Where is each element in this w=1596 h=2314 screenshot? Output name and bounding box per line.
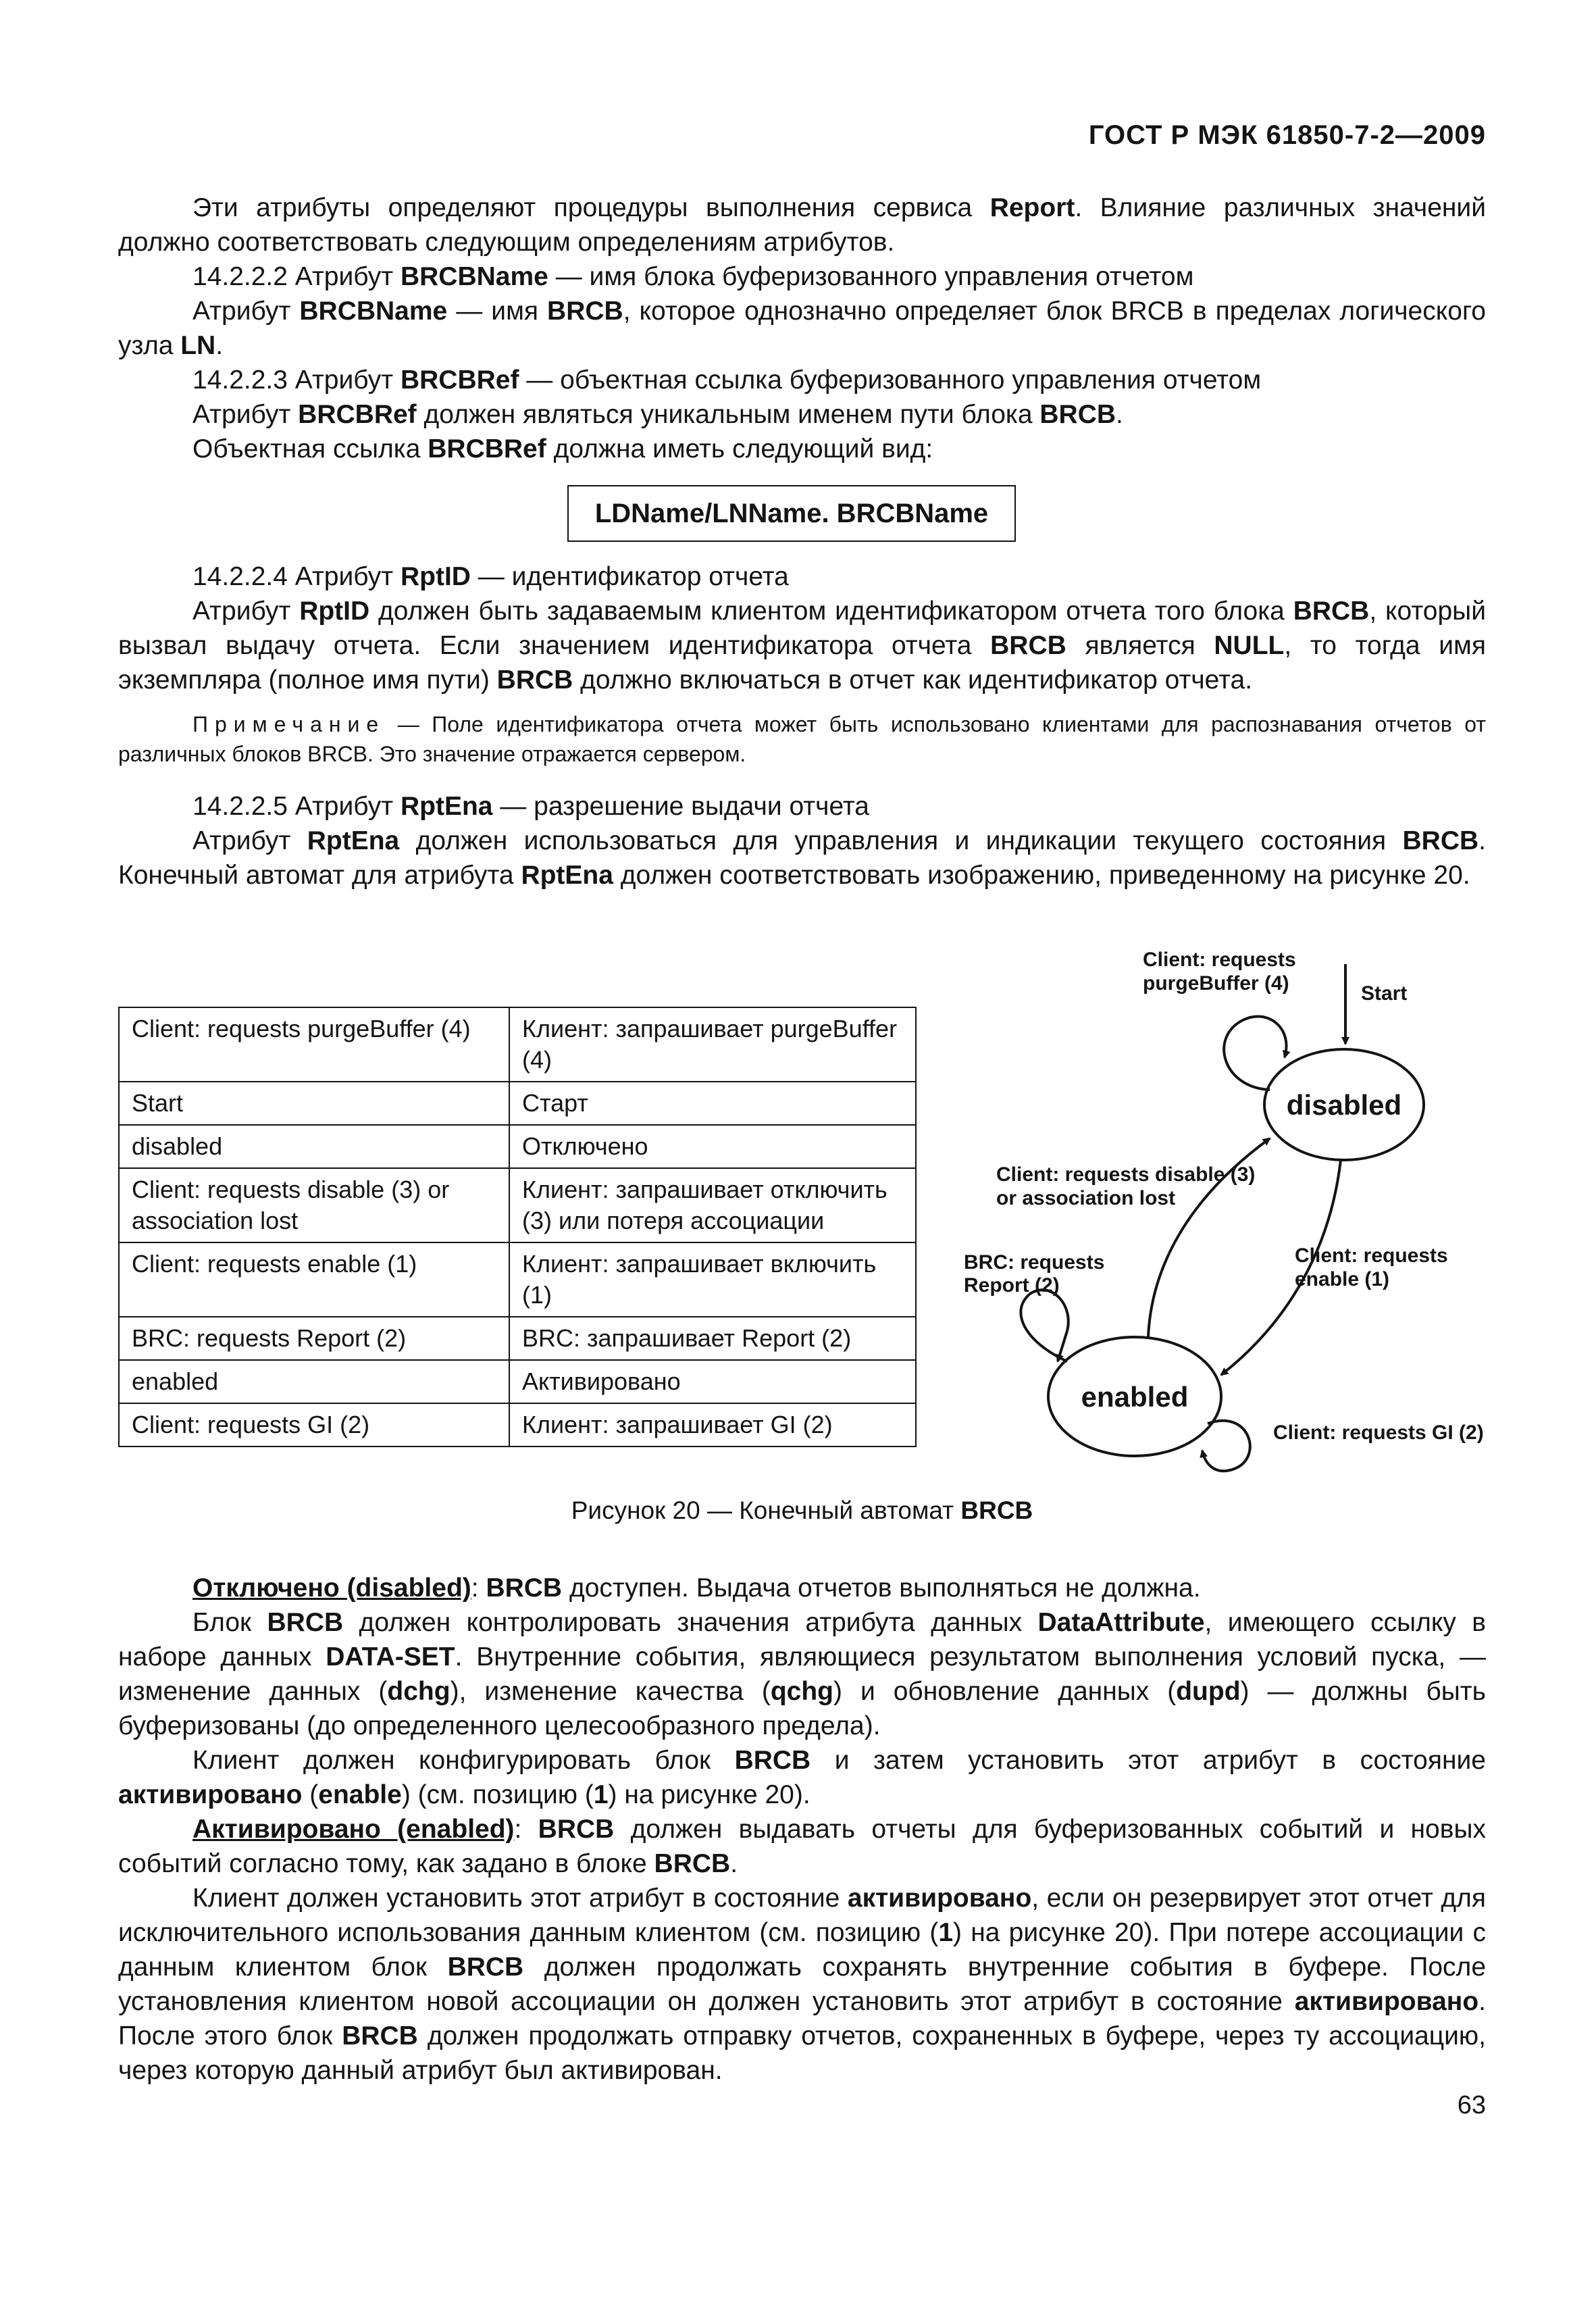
text: должна иметь следующий вид:: [546, 434, 933, 463]
rptena-paragraph: [118, 824, 1486, 892]
term: активировано: [1294, 1987, 1479, 2016]
table-cell-en: disabled: [119, 1125, 509, 1168]
reference-format-box: LDName/LNName. BRCBName: [567, 485, 1016, 542]
table-cell-ru: BRC: запрашивает Report (2): [509, 1317, 916, 1360]
disabled-state-label: disabled: [1286, 1089, 1402, 1121]
table-row: [119, 1125, 916, 1168]
text: , если он резервирует этот отчет для исключительного использования данным клиентом (см. позицию (: [118, 1884, 1487, 1947]
term: BRCB: [342, 2021, 418, 2051]
text: должен использоваться для управления и индикации текущего состояния: [399, 826, 1403, 855]
table-cell-en: enabled: [119, 1360, 509, 1403]
text: Блок: [192, 1608, 267, 1637]
section-heading-rptena: [118, 789, 1486, 824]
term: BRCB: [267, 1608, 344, 1637]
purge-label-line1: Client: requests: [1143, 949, 1296, 971]
table-row: [119, 1007, 916, 1082]
text: должен продолжать отправку отчетов, сохраненных в буфере, через ту ассоциацию, через которую данный атрибут был активирован.: [118, 2021, 1487, 2085]
table-cell-ru: Клиент: запрашивает purgeBuffer (4): [509, 1007, 916, 1082]
disable-label-line2: or association lost: [996, 1187, 1176, 1209]
text: Клиент должен установить этот атрибут в состояние: [192, 1884, 848, 1913]
text: . После этого блок: [118, 1987, 1486, 2051]
term: dupd: [1176, 1677, 1241, 1706]
brcbref-paragraph-2: [118, 432, 1486, 466]
table-row: [119, 1403, 916, 1447]
text: должен контролировать значения атрибута данных: [343, 1608, 1038, 1637]
brcbref-paragraph-1: [118, 397, 1486, 432]
term: BRCB: [1039, 400, 1116, 429]
text: Атрибут: [192, 297, 300, 326]
text: Атрибут: [192, 597, 300, 626]
table-cell-ru: Клиент: запрашивает отключить (3) или потеря ассоциации: [509, 1168, 916, 1242]
term: BRCB: [654, 1849, 731, 1878]
term: 1: [938, 1918, 954, 1947]
term: BRCB: [486, 1574, 563, 1603]
intro-paragraph: [118, 191, 1486, 259]
state-machine-diagram: [925, 942, 1493, 1496]
table-row: [119, 1168, 916, 1242]
text: , который вызвал выдачу отчета. Если значением идентификатора отчета: [118, 597, 1486, 660]
text: должен выдавать отчеты для буферизованных событий и новых событий согласно тому, как задано в блоке: [118, 1815, 1486, 1878]
table-row: [119, 1360, 916, 1403]
text: Эти атрибуты определяют процедуры выполнения сервиса: [192, 193, 990, 222]
term: NULL: [1214, 631, 1285, 660]
term: RptEna: [400, 792, 493, 821]
text: Атрибут: [192, 400, 299, 429]
text: , имеющего ссылку в наборе данных: [118, 1608, 1486, 1671]
disabled-paragraph-3: [118, 1743, 1486, 1812]
rptid-paragraph: [118, 594, 1486, 697]
term: LN: [180, 331, 216, 360]
text: — объектная ссылка буферизованного управления отчетом: [519, 366, 1262, 395]
text: доступен. Выдача отчетов выполняться не должна.: [562, 1574, 1201, 1603]
text: является: [1066, 631, 1214, 660]
term-heading: Активировано (enabled): [192, 1815, 515, 1844]
upper-text: [118, 191, 1486, 466]
table-row: [119, 1242, 916, 1317]
text: 14.2.2.2 Атрибут: [192, 262, 401, 291]
text: , которое однозначно определяет блок BRCB в пределах логического узла: [118, 297, 1486, 360]
term: dchg: [387, 1677, 451, 1706]
term: DATA-SET: [326, 1642, 455, 1671]
term: BRCBRef: [400, 366, 519, 395]
text: . Влияние различных значений должно соответствовать следующим определениям атрибутов.: [118, 193, 1486, 257]
table-cell-ru: Активировано: [509, 1360, 916, 1403]
enabled-state-label: enabled: [1081, 1381, 1189, 1413]
text: .: [730, 1849, 738, 1878]
translation-table: [118, 1007, 917, 1447]
term: BRCB: [1293, 597, 1370, 626]
brcbname-paragraph: [118, 294, 1486, 363]
enable-transition: [1221, 1160, 1341, 1375]
term: qchg: [770, 1677, 833, 1706]
purge-label-line2: purgeBuffer (4): [1143, 972, 1289, 995]
section-heading-brcbref: [118, 363, 1486, 397]
table-cell-ru: Клиент: запрашивает включить (1): [509, 1242, 916, 1317]
disable-label-line1: Client: requests disable (3): [996, 1163, 1256, 1186]
term: 1: [593, 1780, 609, 1809]
text: Рисунок 20 — Конечный автомат: [571, 1496, 961, 1524]
term: BRCB: [547, 297, 623, 326]
rptena-text: [118, 789, 1486, 892]
enabled-definition: [118, 1812, 1486, 1881]
table-row: [119, 1317, 916, 1360]
text: 14.2.2.3 Атрибут: [192, 366, 401, 395]
report-label-line2: Report (2): [964, 1274, 1060, 1297]
text: ) — должны быть буферизованы (до определенного целесообразного предела).: [118, 1677, 1486, 1740]
term: enable: [318, 1780, 402, 1809]
disabled-definition: [118, 1571, 1486, 1605]
text: должно включаться в отчет как идентификатор отчета.: [573, 665, 1253, 695]
text: .: [1116, 400, 1123, 429]
text: и затем установить этот атрибут в состояние: [810, 1746, 1486, 1775]
figure-caption: [118, 1496, 1486, 1525]
text: ), изменение качества (: [450, 1677, 771, 1706]
text: Атрибут: [192, 826, 307, 855]
term: Report: [989, 193, 1075, 222]
term: BRCB: [496, 665, 573, 695]
text: — идентификатор отчета: [470, 562, 789, 591]
text: . Конечный автомат для атрибута: [118, 826, 1486, 890]
text: ) (см. позицию (: [401, 1780, 594, 1809]
text: должен соответствовать изображению, приведенному на рисунке 20.: [613, 861, 1470, 890]
text: должен продолжать сохранять внутренние события в буфере. После установления клиентом новой ассоциации он должен установить этот атрибут в состояние: [118, 1953, 1487, 2016]
term: BRCBName: [299, 297, 448, 326]
term: DataAttribute: [1037, 1608, 1205, 1637]
table-cell-ru: Отключено: [509, 1125, 916, 1168]
text: :: [514, 1815, 538, 1844]
enabled-paragraph-2: [118, 1881, 1486, 2088]
term: активировано: [118, 1780, 303, 1809]
section-heading-rptid: [118, 559, 1486, 594]
text: 14.2.2.5 Атрибут: [192, 792, 401, 821]
table-cell-ru: Старт: [509, 1082, 916, 1125]
term: BRCB: [734, 1746, 811, 1775]
term: BRCBName: [400, 262, 548, 291]
term: RptID: [299, 597, 370, 626]
section-heading-brcbname: [118, 259, 1486, 294]
text: ) на рисунке 20). При потере ассоциации с данным клиентом блок: [118, 1918, 1486, 1982]
text: Объектная ссылка: [192, 434, 428, 463]
text: 14.2.2.4 Атрибут: [192, 562, 401, 591]
table-cell-en: Client: requests enable (1): [119, 1242, 509, 1317]
term: BRCB: [447, 1953, 524, 1982]
text: , то тогда имя экземпляра (полное имя пути): [118, 631, 1486, 695]
lower-text: [118, 1571, 1486, 2088]
text: ) на рисунке 20).: [608, 1780, 810, 1809]
table-cell-en: BRC: requests Report (2): [119, 1317, 509, 1360]
term-heading: Отключено (disabled): [192, 1574, 471, 1603]
text: — имя блока буферизованного управления отчетом: [548, 262, 1194, 291]
gi-label: Client: requests GI (2): [1273, 1422, 1484, 1444]
text: Клиент должен конфигурировать блок: [192, 1746, 735, 1775]
note-text: — Поле идентификатора отчета может быть использовано клиентами для распознавания отчетов от различных блоков BRCB. Это значение отражается сервером.: [118, 712, 1486, 766]
enable-label-line2: enable (1): [1295, 1268, 1390, 1290]
text: .: [215, 331, 224, 360]
term: BRCB: [1402, 826, 1479, 855]
text: — имя: [447, 297, 548, 326]
table-cell-en: Client: requests GI (2): [119, 1403, 509, 1447]
document-header: ГОСТ Р МЭК 61850-7-2—2009: [1088, 120, 1486, 150]
note-paragraph: [118, 709, 1486, 769]
table-cell-en: Client: requests purgeBuffer (4): [119, 1007, 509, 1082]
text: :: [471, 1574, 486, 1603]
table-row: [119, 1082, 916, 1125]
start-label: Start: [1361, 982, 1408, 1005]
term: BRCB: [538, 1815, 615, 1844]
disabled-paragraph-2: [118, 1605, 1486, 1743]
text: — разрешение выдачи отчета: [492, 792, 869, 821]
term: RptID: [400, 562, 471, 591]
text: (: [302, 1780, 319, 1809]
term: RptEna: [307, 826, 400, 855]
rptid-text: [118, 559, 1486, 697]
text: должен быть задаваемым клиентом идентификатором отчета того блока: [369, 597, 1293, 626]
term: активировано: [847, 1884, 1032, 1913]
text: должен являться уникальным именем пути блока: [416, 400, 1040, 429]
report-label-line1: BRC: requests: [964, 1251, 1105, 1274]
term: BRCBRef: [298, 400, 417, 429]
text: . Внутренние события, являющиеся результатом выполнения условий пуска, — изменение данных (: [118, 1642, 1486, 1706]
term: BRCB: [990, 631, 1066, 660]
purge-loop: [1224, 1016, 1286, 1090]
term: RptEna: [521, 861, 613, 890]
table-cell-en: Start: [119, 1082, 509, 1125]
enable-label-line1: Client: requests: [1295, 1244, 1448, 1267]
note-label: Примечание: [192, 712, 386, 736]
text: ) и обновление данных (: [833, 1677, 1177, 1706]
term: BRCB: [960, 1496, 1033, 1524]
table-cell-en: Client: requests disable (3) or association lost: [119, 1168, 509, 1242]
term: BRCBRef: [428, 434, 546, 463]
table-cell-ru: Клиент: запрашивает GI (2): [509, 1403, 916, 1447]
page-number: 63: [1457, 2091, 1486, 2119]
